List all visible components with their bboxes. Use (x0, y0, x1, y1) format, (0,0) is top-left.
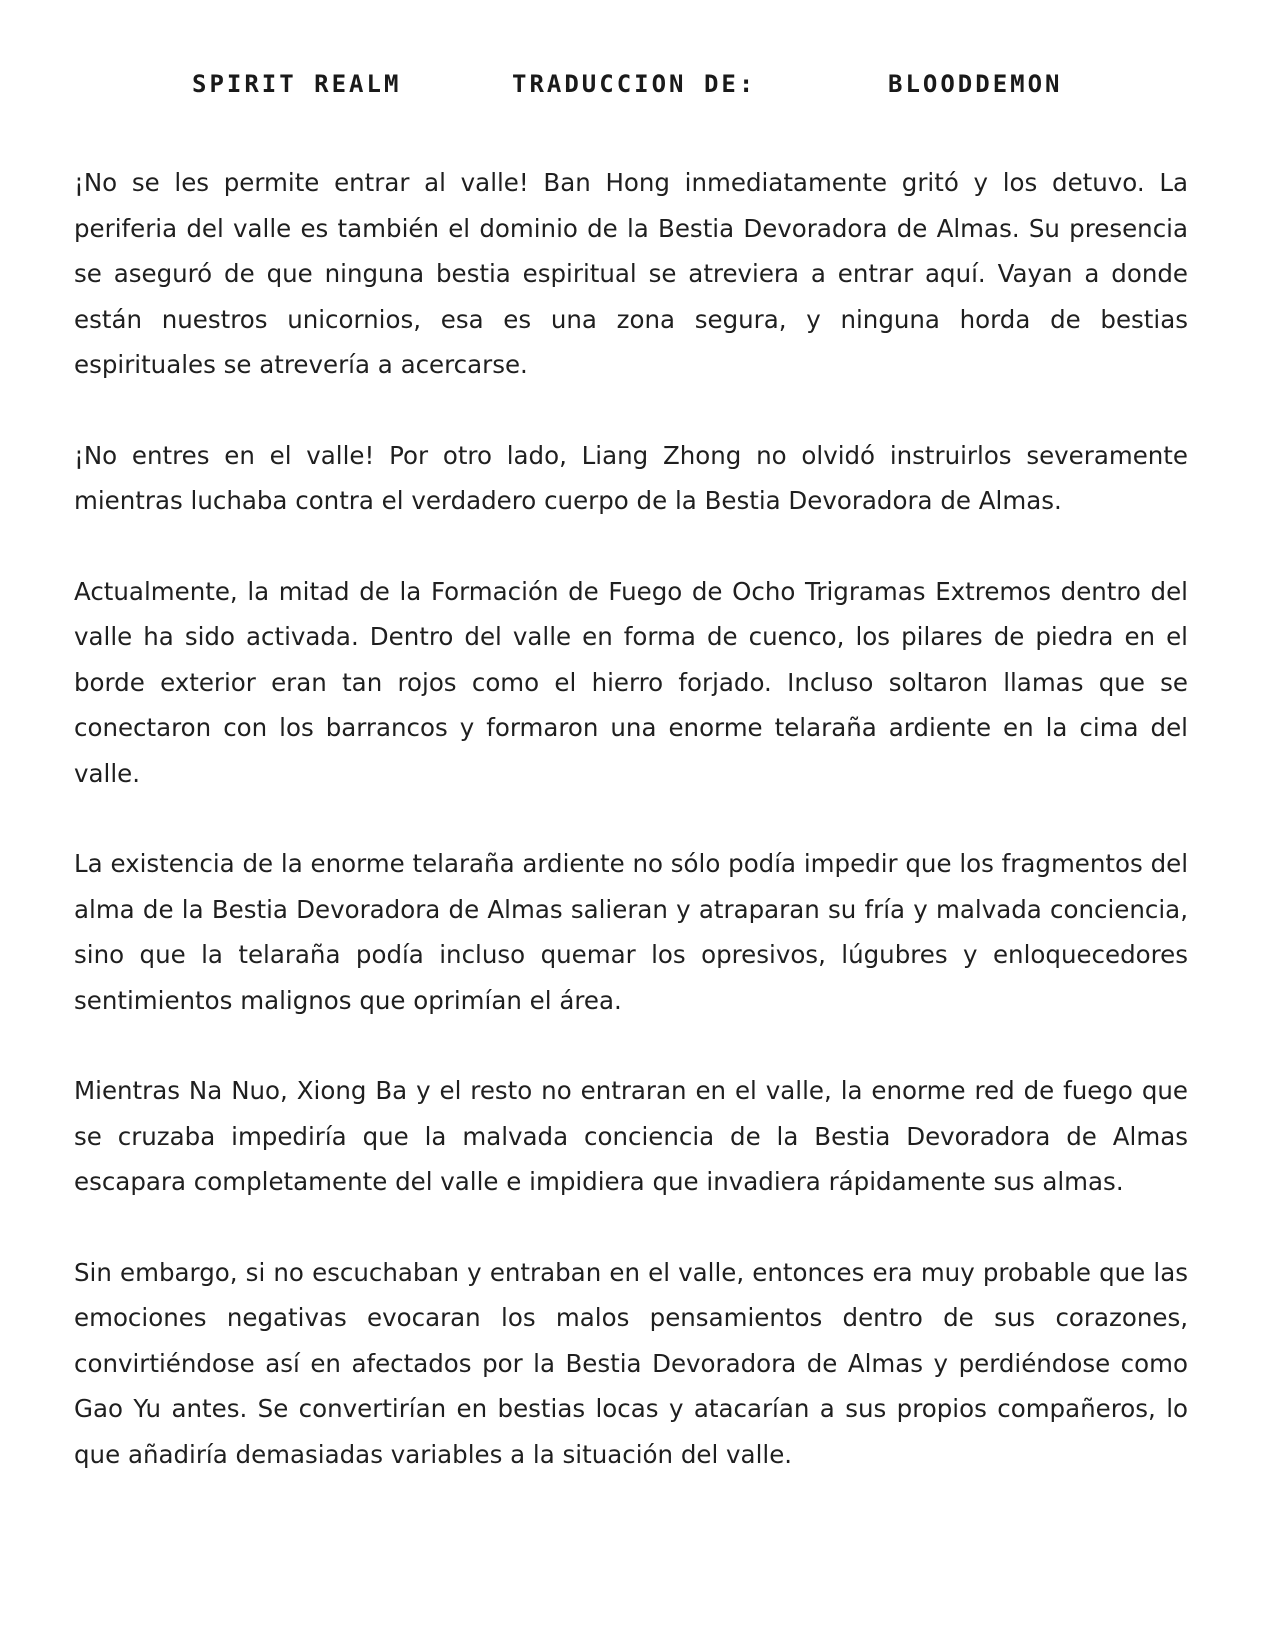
paragraph: ¡No se les permite entrar al valle! Ban Hong inmediatamente gritó y los detuvo. La periferia del valle es también el dominio de la Bestia Devoradora de Almas. Su presencia se aseguró de que ninguna bestia espiritual se atreviera a entrar aquí. Vayan a donde están nuestros unicornios, esa es una zona segura, y ninguna horda de bestias espirituales se atrevería a acercarse. (74, 168, 1188, 379)
page-header (0, 70, 1275, 110)
document-body (74, 160, 1188, 1522)
paragraph: Mientras Na Nuo, Xiong Ba y el resto no entraran en el valle, la enorme red de fuego que se cruzaba impediría que la malvada conciencia de la Bestia Devoradora de Almas escapara completamente del valle e impidiera que invadiera rápidamente sus almas. (74, 1076, 1188, 1196)
paragraph: La existencia de la enorme telaraña ardiente no sólo podía impedir que los fragmentos del alma de la Bestia Devoradora de Almas salieran y atraparan su fría y malvada conciencia, sino que la telaraña podía incluso quemar los opresivos, lúgubres y enloquecedores sentimientos malignos que oprimían el área. (74, 849, 1188, 1015)
paragraph: Sin embargo, si no escuchaban y entraban en el valle, entonces era muy probable que las emociones negativas evocaran los malos pensamientos dentro de sus corazones, convirtiéndose así en afectados por la Bestia Devoradora de Almas y perdiéndose como Gao Yu antes. Se convertirían en bestias locas y atacarían a sus propios compañeros, lo que añadiría demasiadas variables a la situación del valle. (74, 1257, 1188, 1469)
header-translation-label: TRADUCCION DE: (512, 70, 757, 98)
header-title: SPIRIT REALM (192, 70, 402, 98)
paragraph: Actualmente, la mitad de la Formación de Fuego de Ocho Trigramas Extremos dentro del valle ha sido activada. Dentro del valle en forma de cuenco, los pilares de piedra en el borde exterior eran tan rojos como el hierro forjado. Incluso soltaron llamas que se conectaron con los barrancos y formaron una enorme telaraña ardiente en la cima del valle. (74, 576, 1188, 788)
header-translator: BLOODDEMON (888, 70, 1063, 98)
paragraph: ¡No entres en el valle! Por otro lado, Liang Zhong no olvidó instruirlos severamente mientras luchaba contra el verdadero cuerpo de la Bestia Devoradora de Almas. (74, 440, 1188, 515)
